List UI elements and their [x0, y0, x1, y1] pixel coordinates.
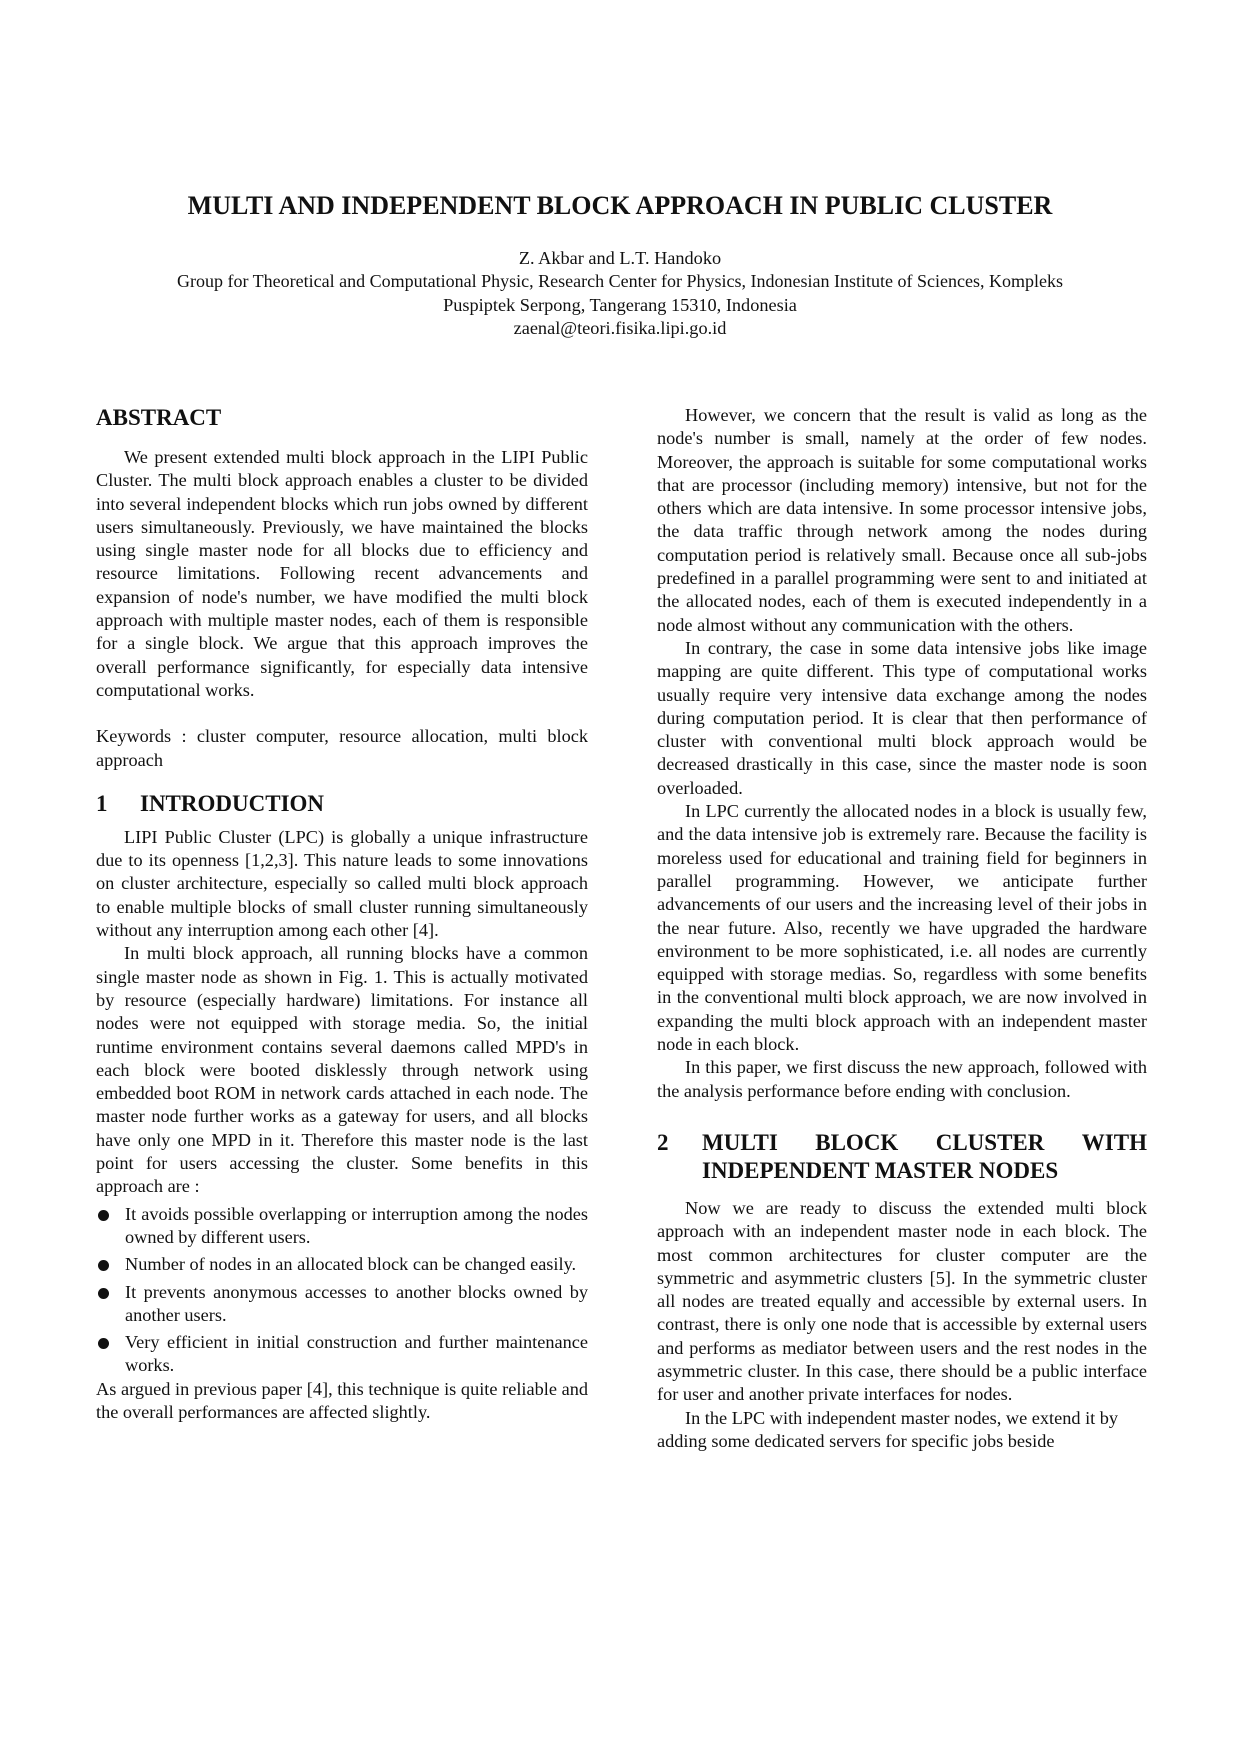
list-item: Very efficient in initial construction and further maintenance works.	[96, 1331, 588, 1378]
bullet-icon	[98, 1288, 109, 1299]
section-2-title: MULTI BLOCK CLUSTER WITH INDEPENDENT MASTER NODES	[702, 1129, 1147, 1183]
bullet-icon	[98, 1260, 109, 1271]
benefits-list	[96, 1203, 588, 1378]
list-item: Number of nodes in an allocated block can be changed easily.	[96, 1253, 588, 1276]
abstract-heading: ABSTRACT	[96, 405, 222, 430]
affiliation-line-2: Puspiptek Serpong, Tangerang 15310, Indonesia	[443, 294, 797, 315]
abstract-text: We present extended multi block approach in the LIPI Public Cluster. The multi block approach enables a cluster to be divided into several independent blocks which run jobs owned by different users simultaneously. Previously, we have maintained the blocks using single master node for all blocks due to efficiency and resource limitations. Following recent advancements and expansion of node's number, we have modified the multi block approach with multiple master nodes, each of them is responsible for a single block. We argue that this approach improves the overall performance significantly, for especially data intensive computational works.	[96, 447, 588, 700]
section-2-paragraph-2: In the LPC with independent master nodes, we extend it by adding some dedicated servers for specific jobs beside	[657, 1407, 1119, 1451]
section-1-title: INTRODUCTION	[140, 790, 325, 816]
author-email: zaenal@teori.fisika.lipi.go.id	[513, 317, 727, 338]
bullet-icon	[98, 1338, 109, 1349]
section-2-number: 2	[657, 1129, 669, 1155]
paper-title: MULTI AND INDEPENDENT BLOCK APPROACH IN PUBLIC CLUSTER	[187, 191, 1053, 220]
intro-paragraph-1: LIPI Public Cluster (LPC) is globally a unique infrastructure due to its openness [1,2,3]. This nature leads to some innovations on cluster architecture, especially so called multi block approach to enable multiple blocks of small cluster running simultaneously without any interruption among each other [4].	[96, 826, 588, 941]
right-column	[657, 404, 1147, 1453]
list-item: It avoids possible overlapping or interruption among the nodes owned by different users.	[96, 1203, 588, 1250]
affiliation-line-1: Group for Theoretical and Computational Physic, Research Center for Physics, Indonesian Institute of Sciences, Kompleks	[177, 271, 1063, 292]
intro-paragraph-4: In contrary, the case in some data intensive jobs like image mapping are quite different. This type of computational works usually require very intensive data exchange among the nodes during computation period. It is clear that then performance of cluster with conventional multi block approach would be decreased drastically in this case, since the master node is soon overloaded.	[657, 637, 1147, 798]
keywords: Keywords : cluster computer, resource allocation, multi block approach	[96, 726, 588, 770]
left-column	[96, 404, 588, 1424]
intro-paragraph-6: In this paper, we first discuss the new approach, followed with the analysis performance before ending with conclusion.	[657, 1057, 1147, 1101]
section-2-paragraph-1: Now we are ready to discuss the extended multi block approach with an independent master node in each block. The most common architectures for cluster computer are the symmetric and asymmetric clusters [5]. In the symmetric cluster all nodes are treated equally and accessible by external users. In contrast, there is only one node that is accessible by external users and performs as mediator between users and the rest nodes in the asymmetric cluster. In this case, there should be a public interface for user and another private interfaces for nodes.	[657, 1197, 1147, 1405]
intro-paragraph-2: In multi block approach, all running blocks have a common single master node as shown in Fig. 1. This is actually motivated by resource (especially hardware) limitations. For instance all nodes were not equipped with storage media. So, the initial runtime environment contains several daemons called MPD's in each block were booted disklessly through network using embedded boot ROM in network cards attached in each node. The master node further works as a gateway for users, and all blocks have only one MPD in it. Therefore this master node is the last point for users accessing the cluster. Some benefits in this approach are :	[96, 943, 588, 1197]
authors: Z. Akbar and L.T. Handoko	[518, 248, 722, 268]
intro-paragraph-3: However, we concern that the result is valid as long as the node's number is small, namely at the order of few nodes. Moreover, the approach is suitable for some computational works that are processor (including memory) intensive, but not for the others which are data intensive. In some processor intensive jobs, the data traffic through network among the nodes during computation period is relatively small. Because once all sub-jobs predefined in a parallel programming were sent to and initiated at the allocated nodes, each of them is executed independently in a node almost without any communication with the others.	[657, 405, 1147, 635]
intro-closing: As argued in previous paper [4], this technique is quite reliable and the overall performances are affected slightly.	[96, 1378, 588, 1422]
section-1-heading	[96, 790, 588, 818]
intro-paragraph-5: In LPC currently the allocated nodes in a block is usually few, and the data intensive job is extremely rare. Because the facility is moreless used for educational and training field for beginners in parallel programming. However, we anticipate further advancements of our users and the increasing level of their jobs in the near future. Also, recently we have upgraded the hardware environment to be more sophisticated, i.e. all nodes are currently equipped with storage medias. So, regardless with some benefits in the conventional multi block approach, we are now involved in expanding the multi block approach with an independent master node in each block.	[657, 801, 1147, 1055]
section-2-heading	[657, 1129, 1147, 1185]
paper-header	[60, 247, 1180, 340]
section-1-number: 1	[96, 790, 108, 816]
list-item: It prevents anonymous accesses to another blocks owned by another users.	[96, 1281, 588, 1328]
bullet-icon	[98, 1210, 109, 1221]
